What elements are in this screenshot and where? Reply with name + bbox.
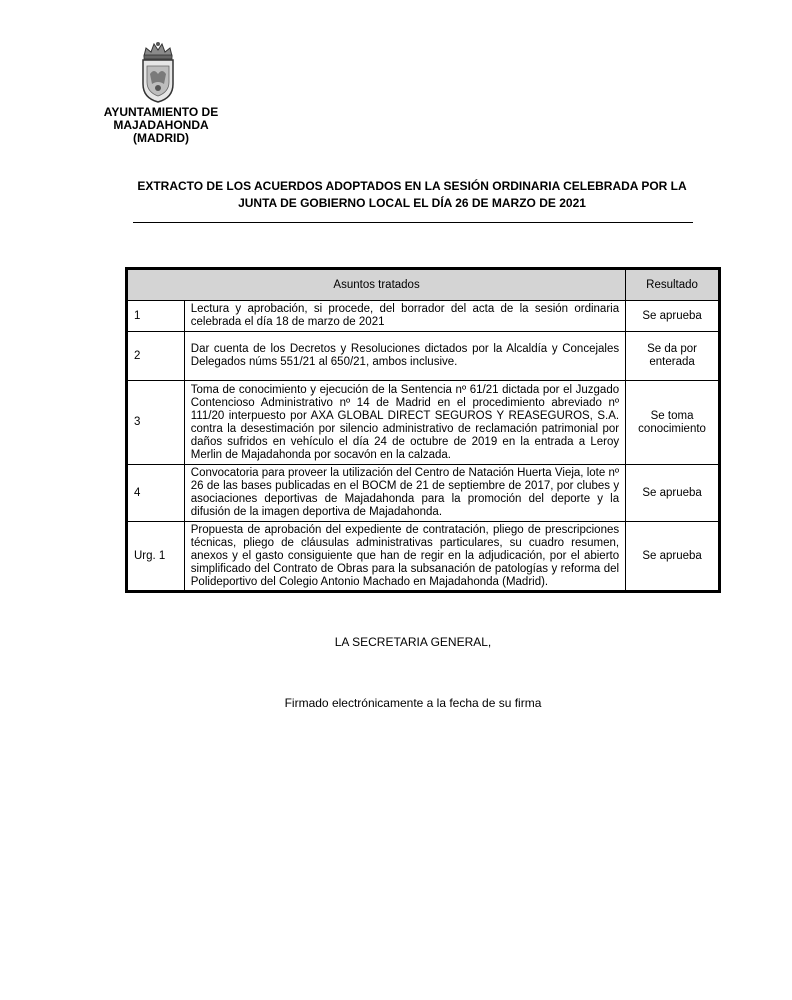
signature-note: Firmado electrónicamente a la fecha de su firma — [284, 696, 542, 710]
table-header-row — [127, 269, 720, 301]
row-result: Se toma conocimiento — [626, 381, 720, 465]
row-result: Se da por enterada — [626, 332, 720, 381]
row-number: 3 — [127, 381, 185, 465]
row-description: Lectura y aprobación, si procede, del borrador del acta de la sesión ordinaria celebrada el día 18 de marzo de 2021 — [184, 301, 625, 332]
row-description: Dar cuenta de los Decretos y Resoluciones dictados por la Alcaldía y Concejales Delegados núms 551/21 al 650/21, ambos inclusive. — [184, 332, 625, 381]
row-number: Urg. 1 — [127, 522, 185, 592]
row-description: Convocatoria para proveer la utilización del Centro de Natación Huerta Vieja, lote nº 26 de las bases publicadas en el BOCM de 21 de septiembre de 2017, por clubes y asociaciones deportivas de Majadahonda para la promoción del deporte y la difusión de la imagen deportiva de Majadahonda. — [184, 465, 625, 522]
header-asuntos: Asuntos tratados — [127, 269, 626, 301]
table-row — [127, 522, 720, 592]
row-result: Se aprueba — [626, 465, 720, 522]
title-line-1: EXTRACTO DE LOS ACUERDOS ADOPTADOS EN LA SESIÓN ORDINARIA CELEBRADA POR LA — [137, 179, 687, 193]
row-number: 2 — [127, 332, 185, 381]
org-line-2: MAJADAHONDA — [113, 118, 209, 132]
header-resultado: Resultado — [626, 269, 720, 301]
row-result: Se aprueba — [626, 522, 720, 592]
row-description: Toma de conocimiento y ejecución de la Sentencia nº 61/21 dictada por el Juzgado Contencioso Administrativo nº 14 de Madrid en el procedimiento abreviado nº 111/20 interpuesto por AXA GLOBAL DIRECT SEGUROS Y REASEGUROS, S.A. contra la desestimación por silencio administrativo de reclamación patrimonial por daños sufridos en vehículo el día 24 de octubre de 2019 en la entrada a Leroy Merlin de Majadahonda por socavón en la calzada. — [184, 381, 625, 465]
table-row — [127, 332, 720, 381]
row-result: Se aprueba — [626, 301, 720, 332]
title-line-2: JUNTA DE GOBIERNO LOCAL EL DÍA 26 DE MARZO DE 2021 — [238, 196, 586, 210]
signatory-title: LA SECRETARIA GENERAL, — [334, 635, 492, 649]
document-title — [130, 178, 694, 212]
organization-name — [96, 106, 226, 145]
coat-of-arms-icon — [138, 40, 178, 104]
title-divider — [133, 222, 693, 223]
row-description: Propuesta de aprobación del expediente de contratación, pliego de prescripciones técnicas, pliego de cláusulas administrativas particulares, su cuadro resumen, anexos y el gasto consiguiente que han de regir en la adjudicación, por el abierto simplificado del Contrato de Obras para la subsanación de patologías y reforma del Polideportivo del Colegio Antonio Machado en Majadahonda (Madrid). — [184, 522, 625, 592]
table-row — [127, 301, 720, 332]
table-row — [127, 465, 720, 522]
org-line-3: (MADRID) — [133, 131, 189, 145]
row-number: 4 — [127, 465, 185, 522]
table-row — [127, 381, 720, 465]
row-number: 1 — [127, 301, 185, 332]
org-line-1: AYUNTAMIENTO DE — [103, 105, 219, 119]
agreements-table — [125, 267, 721, 593]
